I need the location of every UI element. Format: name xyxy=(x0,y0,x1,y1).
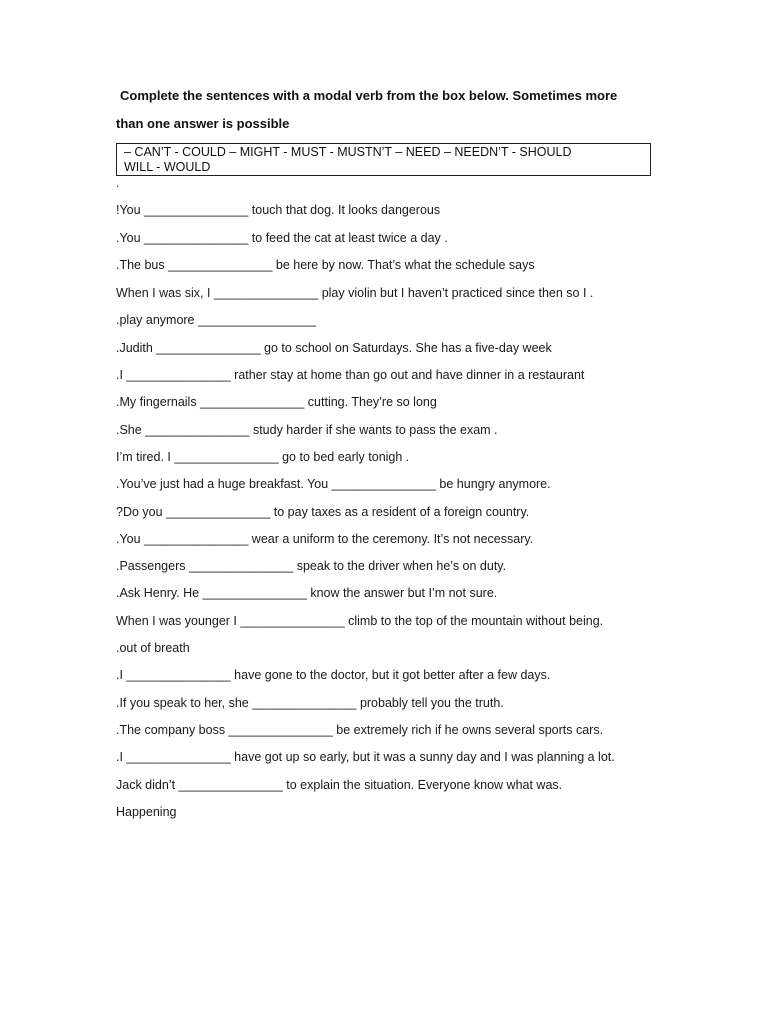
modal-verb-box xyxy=(116,143,651,176)
instructions-line-1: Complete the sentences with a modal verb from the box below. Sometimes more xyxy=(120,88,618,103)
sentence-16: .I _______________ have gone to the doctor, but it got better after a few days. xyxy=(116,668,551,682)
sentence-14: .Ask Henry. He _______________ know the answer but I’m not sure. xyxy=(116,586,498,600)
sentence-4: When I was six, I _______________ play violin but I haven’t practiced since then so I . xyxy=(116,286,594,300)
sentence-12: .You _______________ wear a uniform to the ceremony. It’s not necessary. xyxy=(116,532,534,546)
word-box-row-2: WILL - WOULD xyxy=(124,160,211,174)
sentence-15: When I was younger I _______________ climb to the top of the mountain without being. xyxy=(116,614,604,628)
sentence-20-continued: Happening xyxy=(116,805,177,819)
sentence-10: .You’ve just had a huge breakfast. You _______________ be hungry anymore. xyxy=(116,477,551,491)
instructions-line-2: than one answer is possible xyxy=(116,116,290,131)
sentence-8: .She _______________ study harder if she wants to pass the exam . xyxy=(116,423,498,437)
sentence-2: .You _______________ to feed the cat at least twice a day . xyxy=(116,231,448,245)
stray-mark: . xyxy=(116,176,120,190)
sentence-6: .I _______________ rather stay at home than go out and have dinner in a restaurant xyxy=(116,368,585,382)
sentence-11: ?Do you _______________ to pay taxes as a resident of a foreign country. xyxy=(116,505,530,519)
sentence-4-continued: .play anymore _________________ xyxy=(116,313,317,327)
sentence-13: .Passengers _______________ speak to the driver when he’s on duty. xyxy=(116,559,507,573)
word-box-row-1: – CAN’T - COULD – MIGHT - MUST - MUSTN’T – NEED – NEEDN’T - SHOULD xyxy=(124,145,572,159)
sentence-17: .If you speak to her, she _______________ probably tell you the truth. xyxy=(116,696,504,710)
sentence-3: .The bus _______________ be here by now. That’s what the schedule says xyxy=(116,258,535,272)
sentence-20: Jack didn’t _______________ to explain the situation. Everyone know what was. xyxy=(116,778,563,792)
sentence-1: !You _______________ touch that dog. It looks dangerous xyxy=(116,203,441,217)
sentence-18: .The company boss _______________ be extremely rich if he owns several sports cars. xyxy=(116,723,604,737)
sentence-15-continued: .out of breath xyxy=(116,641,190,655)
sentence-9: I’m tired. I _______________ go to bed early tonigh . xyxy=(116,450,410,464)
sentence-5: .Judith _______________ go to school on Saturdays. She has a five-day week xyxy=(116,341,552,355)
sentence-7: .My fingernails _______________ cutting. They’re so long xyxy=(116,395,437,409)
sentence-19: .I _______________ have got up so early, but it was a sunny day and I was planning a lot. xyxy=(116,750,615,764)
